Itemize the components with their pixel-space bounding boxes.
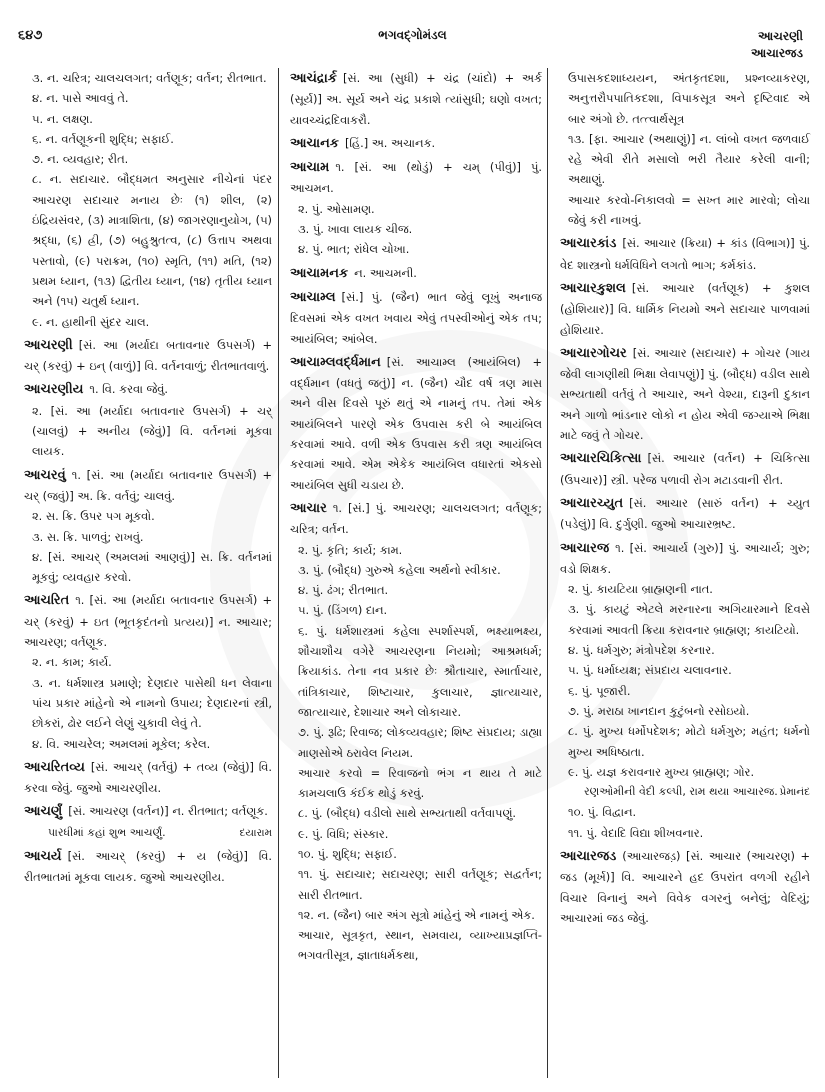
entry-sense: ૨. પું. ઓસામણ. bbox=[298, 201, 375, 216]
entry-sense: આચરણી [સં. આ (મર્યાદા બતાવનાર ઉપસર્ગ) + ચર્ (કરવું) + ઇન્ (વાળું)] વિ. વર્તનવાળું; રીતભાતવાળું. bbox=[24, 337, 272, 374]
entry-sense: આચંદ્રાર્ક [સં. આ (સુધી) + ચંદ્ર (ચાંદો) + અર્ક (સૂર્ય)] અ. સૂર્ય અને ચંદ્ર પ્રકાશે ત્યાંસુધી; ઘણો વખત; યાવચ્ચંદ્રદિવાકરૌ. bbox=[290, 71, 542, 127]
running-title: ભગવદ્ગોમંડલ bbox=[378, 28, 447, 42]
entry-sense: ૬. ન. વર્તણૂકની શુદ્ધિ; સફાઈ. bbox=[32, 131, 174, 146]
dictionary-entry bbox=[560, 343, 810, 445]
entry-sense: આચામ્લવર્દ્ધમાન [સં. આચામ્લ (આયંબિલ) + વર્દ્ધમાન (વધતું જતું)] ન. (જૈન) ચૌદ વર્ષ ત્રણ માસ અને વીસ દિવસે પૂરું થતું એ નામનું તપ. તેમાં એક આયંબિલને પારણે એક ઉપવાસ કરી બે આયંબિલ કરવામાં આવે. વળી એક ઉપવાસ કરી ત્રણ આયંબિલ કરવામાં આવે. એમ એકેક આયંબિલ વધારતાં એકસો આયંબિલ સુધી ચડાય છે. bbox=[290, 354, 542, 492]
entry-sense: ૩. ન. ધર્મશાસ્ત્ર પ્રમાણે; દેણદાર પાસેથી ધન લેવાના પાંચ પ્રકાર માંહેનો એ નામનો ઉપાય; દેણદારનાં સ્ત્રી, છોકરાં, ઢોર લઈને લેણું ચુકાવી લેવું તે. bbox=[32, 675, 272, 731]
entry-sense: આચરિતવ્ય [સં. આચર્ (વર્તવું) + તવ્ય (જેવું)] વિ. કરવા જેવું. જુઓ આચરણીય. bbox=[24, 759, 272, 796]
dictionary-entry bbox=[290, 498, 542, 966]
dictionary-entry bbox=[24, 801, 272, 843]
entry-sense: આચાર કરવો = રિવાજનો ભંગ ન થાય તે માટે કામચલાઉ કંઈક થોડું કરવું. bbox=[298, 765, 542, 801]
entry-sense: આચરવું ૧. [સં. આ (મર્યાદા બતાવનાર ઉપસર્ગ) + ચર્ (જવું)] અ. ક્રિ. વર્તવું; ચાલવું. bbox=[24, 467, 272, 503]
entry-sense: આચારજડ (આચારજડ઼) [સં. આચાર (આચરણ) + જડ (મૂર્ખ)] વિ. આચારને હદ ઉપરાંત વળગી રહીને વિચાર વિનાનું અને વિવેક વગરનું બનેલું; વેદિયું; આચારમાં જડ જેવું. bbox=[560, 848, 810, 925]
quote-source: પ્રેમાનંદ bbox=[779, 786, 810, 799]
entry-sense: આચરણીય ૧. વિ. કરવા જેવું. bbox=[24, 382, 169, 398]
entry-sense: ૫. ન. લક્ષણ. bbox=[32, 111, 93, 126]
dictionary-entry bbox=[290, 352, 542, 495]
entry-sense: આચર્ય [સં. આચર્ (કરવું) + ય (જેવું)] વિ. રીતભાતમાં મૂકવા લાયક. જુઓ આચરણીય. bbox=[24, 848, 272, 885]
headword: આચરિત bbox=[24, 593, 70, 609]
headword: આચાનક bbox=[290, 135, 339, 151]
page-header bbox=[0, 6, 825, 60]
entry-sense: ૪. પું. ભાત; રાંધેલ ચોખા. bbox=[298, 242, 410, 257]
dictionary-entry bbox=[24, 379, 272, 461]
entry-sense: ૧૦. પું. શુદ્ધિ; સફાઈ. bbox=[298, 846, 397, 861]
entry-sense: ૩. ન. ચરિત્ર; ચાલચલગત; વર્તણૂક; વર્તન; રીતભાત. bbox=[32, 71, 267, 85]
entry-sense: ૪. [સં. આચર્ (અમલમાં આણવું)] સ. ક્રિ. વર્તનમાં મૂકવું; વ્યવહાર કરવો. bbox=[32, 549, 272, 585]
entry-sense: આચાર કરવો-નિકાલવો = સખ્ત માર મારવો; લોચા જેવું કરી નાખવું. bbox=[568, 192, 810, 228]
entry-sense: ૫. પું. ધર્માધ્યક્ષ; સંપ્રદાય ચલાવનાર. bbox=[568, 663, 732, 678]
dictionary-entry bbox=[290, 287, 542, 349]
headword: આચામ્લ bbox=[290, 289, 336, 305]
entry-sense: ૩. સ. ક્રિ. પાળવું; રાખવું. bbox=[32, 529, 144, 544]
guide-words bbox=[751, 28, 803, 62]
entry-sense: આચાર, સૂત્રકૃત, સ્થાન, સમવાય, વ્યાખ્યાપ્રજ્ઞપ્તિ-ભગવતીસૂત્ર, જ્ઞાતાધર્મકથા, bbox=[298, 928, 542, 963]
dictionary-entry bbox=[24, 757, 272, 799]
dictionary-entry bbox=[24, 335, 272, 377]
headword: આચર્ણું bbox=[24, 804, 63, 820]
entry-sense: ૪. પું. ધર્મગુરુ; મંત્રોપદેશ કરનાર. bbox=[568, 643, 715, 658]
entry-sense: ૨. ન. કામ; કાર્ય. bbox=[32, 655, 112, 670]
entry-sense: ૨. [સં. આ (મર્યાદા બતાવનાર ઉપસર્ગ) + ચર્ (ચાલવું) + અનીય (જેવું)] વિ. વર્તનમાં મૂકવા લાયક. bbox=[32, 403, 272, 459]
entry-sense: ૩. પું. (બૌદ્ધ) ગુરુએ કહેલા અર્થનો સ્વીકાર. bbox=[298, 562, 501, 577]
citation-quote bbox=[560, 782, 810, 802]
entry-sense: ૩. પું. ખાવા લાયક ચીજ. bbox=[298, 222, 413, 237]
dictionary-entry bbox=[290, 133, 542, 154]
entry-sense: આચર્ણું [સં. આચરણ (વર્તન)] ન. રીતભાત; વર્તણૂક. bbox=[24, 804, 268, 820]
headword: આચારચ્યુત bbox=[560, 495, 624, 511]
entry-sense: આચાર ૧. [સં.] પું. આચરણ; ચાલચલગત; વર્તણૂક; ચરિત્ર; વર્તન. bbox=[290, 500, 542, 537]
headword: આચારકુશલ bbox=[560, 280, 626, 296]
entry-sense: ૧૧. પું. વેદાદિ વિદ્યા શીખવનાર. bbox=[568, 825, 704, 840]
quote-text: રણઓમીની વેદી કલ્પી, રામ થયા આચારજ. bbox=[584, 785, 778, 799]
entry-sense: આચારકાંડ [સં. આચાર (ક્રિયા) + કાંડ (વિભાગ)] પું. વેદ શાસ્ત્રનો ધર્મવિધિને લગતો ભાગ; કર્મકાંડ. bbox=[560, 236, 810, 272]
headword: આચારગોચર bbox=[560, 345, 627, 361]
entry-sense: ૪. વિ. આચરેલ; અમલમાં મૂકેલ; કરેલ. bbox=[32, 736, 211, 751]
dictionary-entry bbox=[24, 590, 272, 753]
guide-word-first: આચરણી bbox=[758, 29, 803, 43]
headword: આચામનક bbox=[290, 265, 349, 281]
dictionary-entry bbox=[560, 846, 810, 928]
headword: આચારચિકિત્સા bbox=[560, 451, 642, 467]
dictionary-entry bbox=[24, 68, 272, 332]
dictionary-entry bbox=[560, 448, 810, 490]
guide-word-last: આચારજડ bbox=[751, 46, 803, 60]
entry-sense: ૬. પું. ધર્મશાસ્ત્રમાં કહેલા સ્પર્શાસ્પર્શ, ભક્ષ્યાભક્ષ્ય, શૌચાશૌચ વગેરે આચરણના નિયમો; આશ્રમધર્મ; ક્રિયાકાંડ. તેના નવ પ્રકાર છેઃ શ્રૌતાચાર, સ્માર્તાચાર, તાંત્રિકાચાર, શિષ્ટાચાર, કુલાચાર, જ્ઞાત્યાચાર, જાત્યાચાર, દેશાચાર અને લોકાચાર. bbox=[298, 623, 542, 719]
entry-sense: ૧૦. પું. વિદ્વાન. bbox=[568, 805, 637, 820]
entry-sense: આચારગોચર [સં. આચાર (સદાચાર) + ગોચર (ગાય જેવી લાગણીથી ભિક્ષા લેવાપણું)] પું. (બૌદ્ધ) વડીલ સાથે સભ્યતાથી વર્તવું તે આચાર, અને વેશ્યા, દારૂની દુકાન અને ગાળો ભાંડનાર લોકો ન હોય એવી જગ્યાએ ભિક્ષા માટે જવું તે ગોચર. bbox=[560, 345, 810, 443]
entry-sense: આચામનક ન. આચમની. bbox=[290, 265, 417, 281]
entry-sense: આચારચિકિત્સા [સં. આચાર (વર્તન) + ચિકિત્સા (ઉપચાર)] સ્ત્રી. પરેજ પળાવી રોગ મટાડવાની રીત. bbox=[560, 451, 810, 487]
entry-sense: ૯. પું. વિધિ; સંસ્કાર. bbox=[298, 826, 389, 841]
dictionary-entry bbox=[560, 233, 810, 275]
headword: આચરિતવ્ય bbox=[24, 759, 85, 775]
dictionary-entry bbox=[290, 68, 542, 130]
quote-text: પારધીમાં કહાં શુભ આચર્ણું. bbox=[48, 825, 166, 839]
entry-sense: ઉપાસકદશાધ્યયન, અંતકૃતદશા, પ્રશ્નવ્યાકરણ, અનુત્તરૌપપાતિકદશા, વિપાકસૂત્ર અને દૃષ્ટિવાદ એ બાર અંગો છે. તત્ત્વાર્થસૂત્ર bbox=[568, 71, 810, 126]
entry-sense: ૨. સ. ક્રિ. ઉપર પગ મૂકવો. bbox=[32, 509, 155, 524]
entry-sense: ૧૩. [ફા. આચાર (અથાણું)] ન. લાંબો વખત જળવાઈ રહે એવી રીતે મસાલો ભરી તૈયાર કરેલી વાની; અથાણું. bbox=[568, 131, 810, 187]
entry-sense: આચાનક [હિં.] અ. અચાનક. bbox=[290, 135, 436, 151]
page-number: ૬૪૭ bbox=[18, 28, 43, 43]
dictionary-entry bbox=[24, 846, 272, 888]
headword: આચામ bbox=[290, 160, 330, 176]
headword: આચંદ્રાર્ક bbox=[290, 71, 337, 86]
entry-sense: ૧૨. ન. (જૈન) બાર અંગ સૂત્રો માંહેનું એ નામનું એક. bbox=[298, 907, 535, 922]
entry-sense: આચારકુશલ [સં. આચાર (વર્તણૂક) + કુશલ (હોશિયાર)] વિ. ધાર્મિક નિયમો અને સદાચાર પાળવામાં હોશિયાર. bbox=[560, 280, 810, 337]
column-1 bbox=[24, 68, 272, 891]
column-3 bbox=[560, 68, 810, 931]
dictionary-entry bbox=[290, 157, 542, 259]
entry-sense: ૩. પું. કાયટું એટલે મરનારના અગિયારમાને દિવસે કરવામાં આવતી ક્રિયા કરાવનાર બ્રાહ્મણ; કાયટિયો. bbox=[568, 602, 810, 637]
entry-sense: આચારજ ૧. [સં. આચાર્ય (ગુરુ)] પું. આચાર્ય; ગુરુ; વડો શિક્ષક. bbox=[560, 540, 810, 576]
entry-sense: ૨. પું. કાયટિયા બ્રાહ્મણની નાત. bbox=[568, 582, 713, 597]
column-divider bbox=[547, 68, 548, 1078]
entry-sense: ૮. પું. (બૌદ્ધ) વડીલો સાથે સભ્યતાથી વર્તવાપણું. bbox=[298, 806, 516, 821]
entry-sense: ૯. પું. યજ્ઞ કરાવનાર મુખ્ય બ્રાહ્મણ; ગોર. bbox=[568, 764, 755, 779]
entry-sense: ૫. પું. (ડિંગળ) દાન. bbox=[298, 603, 388, 618]
headword: આચરણીય bbox=[24, 382, 84, 398]
quote-source: દયારામ bbox=[239, 826, 272, 839]
headword: આચર્ય bbox=[24, 848, 62, 864]
entry-sense: ૮. ન. સદાચાર. બૌદ્ધમત અનુસાર નીચેનાં પંદર આચરણ સદાચાર મનાય છેઃ (૧) શીલ, (૨) ઇંદ્રિયસંવર, (૩) માત્રાશિતા, (૪) જાગરણાનુયોગ, (૫) શ્રદ્ધા, (૬) હ્રી, (૭) બહુશ્રુતત્વ, (૮) ઉત્તાપ અથવા પસ્તાવો, (૯) પરાક્રમ, (૧૦) સ્મૃતિ, (૧૧) મતિ, (૧૨) પ્રથમ ધ્યાન, (૧૩) દ્વિતીય ધ્યાન, (૧૪) તૃતીય ધ્યાન અને (૧૫) ચતુર્થ ધ્યાન. bbox=[32, 172, 272, 309]
entry-sense: ૧૧. પું. સદાચાર; સદાચરણ; સારી વર્તણૂક; સદ્વર્તન; સારી રીતભાત. bbox=[298, 867, 542, 902]
entry-sense: આચામ ૧. [સં. આ (થોડું) + ચમ્ (પીવું)] પું. આચમન. bbox=[290, 160, 542, 196]
entry-sense: ૨. પું. કૃતિ; કાર્ય; કામ. bbox=[298, 542, 403, 557]
dictionary-entry bbox=[560, 68, 810, 230]
headword: આચરણી bbox=[24, 337, 73, 353]
entry-sense: ૬. પું. પૂજારી. bbox=[568, 683, 631, 698]
dictionary-entry bbox=[24, 465, 272, 588]
entry-sense: આચરિત ૧. [સં. આ (મર્યાદા બતાવનાર ઉપસર્ગ) + ચર્ (કરવું) + ઇત (ભૂતકૃદંતનો પ્રત્યય)] ન. આચાર; આચરણ; વર્તણૂક. bbox=[24, 593, 272, 650]
entry-sense: ૮. પું. મુખ્ય ધર્મોપદેશક; મોટો ધર્મગુરુ; મહંત; ધર્મનો મુખ્ય અધિષ્ઠાતા. bbox=[568, 724, 810, 759]
headword: આચારકાંડ bbox=[560, 236, 617, 252]
dictionary-entry bbox=[560, 493, 810, 535]
dictionary-entry bbox=[560, 278, 810, 340]
column-divider bbox=[278, 68, 279, 1078]
dictionary-entry bbox=[560, 538, 810, 843]
headword: આચરવું bbox=[24, 467, 66, 483]
entry-sense: આચામ્લ [સં.] પું. (જૈન) ભાત જેવું લૂખું અનાજ દિવસમાં એક વખત ખવાય એવું તપસ્વીઓનું એક તપ; આયંબિલ; આંબેલ. bbox=[290, 289, 542, 346]
entry-sense: ૯. ન. હાથીની સુંદર ચાલ. bbox=[32, 314, 150, 329]
entry-sense: ૪. પું. ઢંગ; રીતભાત. bbox=[298, 583, 389, 598]
dictionary-entry bbox=[290, 263, 542, 284]
headword: આચાર bbox=[290, 500, 327, 516]
entry-sense: ૭. પું. રૂઢિ; રિવાજ; લોકવ્યવહાર; શિષ્ટ સંપ્રદાય; ડાહ્યા માણસોએ ઠરાવેલ નિયમ. bbox=[298, 725, 542, 760]
entry-sense: ૭. ન. વ્યવહાર; રીત. bbox=[32, 152, 129, 167]
column-2 bbox=[290, 68, 542, 969]
headword: આચારજડ bbox=[560, 848, 617, 864]
citation-quote bbox=[24, 823, 272, 843]
entry-sense: આચારચ્યુત [સં. આચાર (સારું વર્તન) + ચ્યુત (પડેલું)] વિ. દુર્ગુણી. જુઓ આચારભ્રષ્ટ. bbox=[560, 495, 810, 532]
headword: આચામ્લવર્દ્ધમાન bbox=[290, 354, 381, 370]
headword: આચારજ bbox=[560, 540, 610, 556]
entry-sense: ૪. ન. પાસે આવવું તે. bbox=[32, 91, 129, 106]
entry-sense: ૭. પું. મરાઠા ખાનદાન કુટુંબનો રસોઇયો. bbox=[568, 703, 750, 718]
